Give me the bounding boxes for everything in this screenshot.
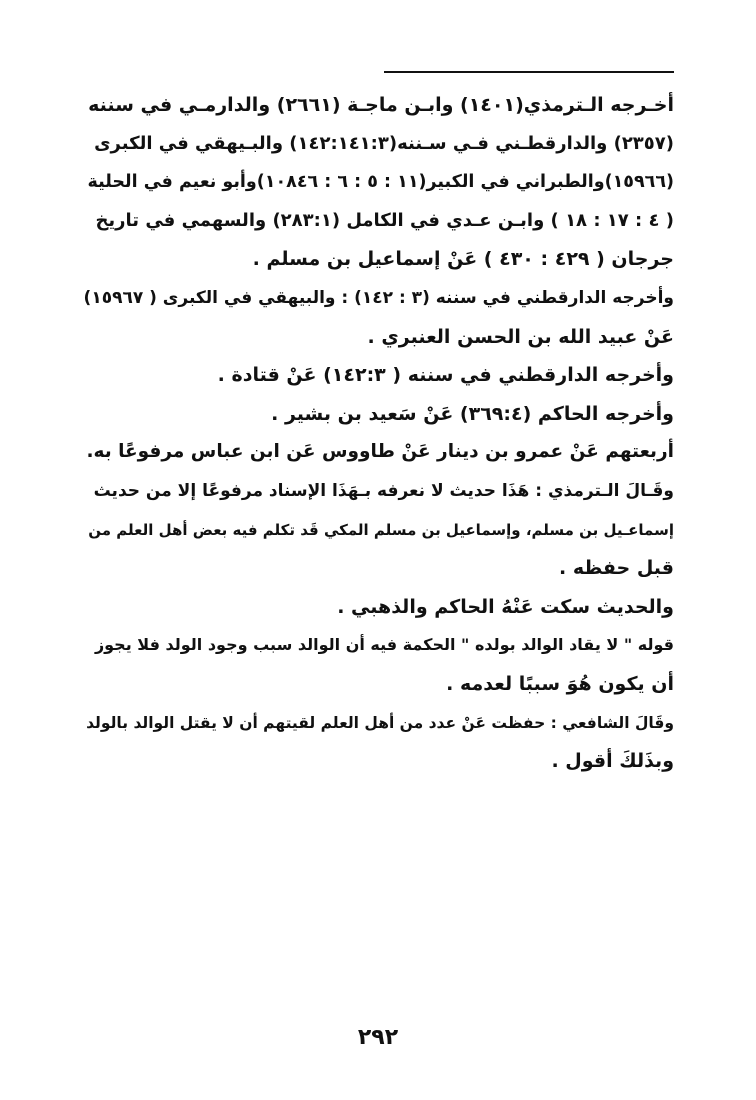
body-text (82, 86, 674, 781)
footnote-separator-rule (384, 71, 674, 73)
text-line: جرجان ( ٤٢٩ : ٤٣٠ ) عَنْ إسماعيل بن مسلم . (252, 248, 674, 271)
text-line: وأخرجه الحاكم (٣٦٩:٤) عَنْ سَعيد بن بشير . (271, 402, 674, 425)
text-line: والحديث سكت عَنْهُ الحاكم والذهبي . (337, 595, 674, 618)
text-line: وقَـالَ الـترمذي : هَذَا حديث لا نعرفه بـهَذَا الإسناد مرفوعًا إلا من حديث (93, 480, 674, 501)
text-line: وأخرجه الدارقطني في سننه (٣ : ١٤٢) : والبيهقي في الكبرى ( ١٥٩٦٧) (83, 287, 674, 308)
text-line: وقَالَ الشافعي : حفظت عَنْ عدد من أهل العلم لقيتهم أن لا يقتل الوالد بالولد (86, 713, 674, 732)
text-line: أخـرجه الـترمذي(١٤٠١) وابـن ماجـة (٢٦٦١) والدارمـي في سننه (88, 94, 674, 116)
text-line: وبذَلكَ أقول . (551, 750, 674, 773)
text-line: (١٥٩٦٦)والطبراني في الكبير(١١ : ٥ : ٦ : ١٠٨٤٦)وأبو نعيم في الحلية (87, 172, 674, 193)
text-line: أربعتهم عَنْ عمرو بن دينار عَنْ طاووس عَن ابن عباس مرفوعًا به. (86, 441, 674, 463)
text-line: قبل حفظه . (558, 557, 674, 580)
text-line: وأخرجه الدارقطني في سننه ( ١٤٢:٣) عَنْ قتادة . (217, 364, 674, 387)
text-line: إسماعـيل بن مسلم، وإسماعيل بن مسلم المكي قَد تكلم فيه بعض أهل العلم من (88, 520, 674, 539)
text-line: ( ٤ : ١٧ : ١٨ ) وابـن عـدي في الكامل (٢٨٣:١) والسهمي في تاريخ (95, 209, 674, 231)
text-line: عَنْ عبيد الله بن الحسن العنبري . (367, 325, 674, 348)
page-number: ٢٩٢ (357, 1025, 399, 1050)
text-line: قوله " لا يقاد الوالد بولده " الحكمة فيه أن الوالد سبب وجود الولد فلا يجوز (94, 635, 674, 655)
text-line: (٢٣٥٧) والدارقطـني فـي سـننه(١٤٢:١٤١:٣) والبـيهقي في الكبرى (94, 132, 674, 154)
text-line: أن يكون هُوَ سببًا لعدمه . (446, 672, 674, 695)
